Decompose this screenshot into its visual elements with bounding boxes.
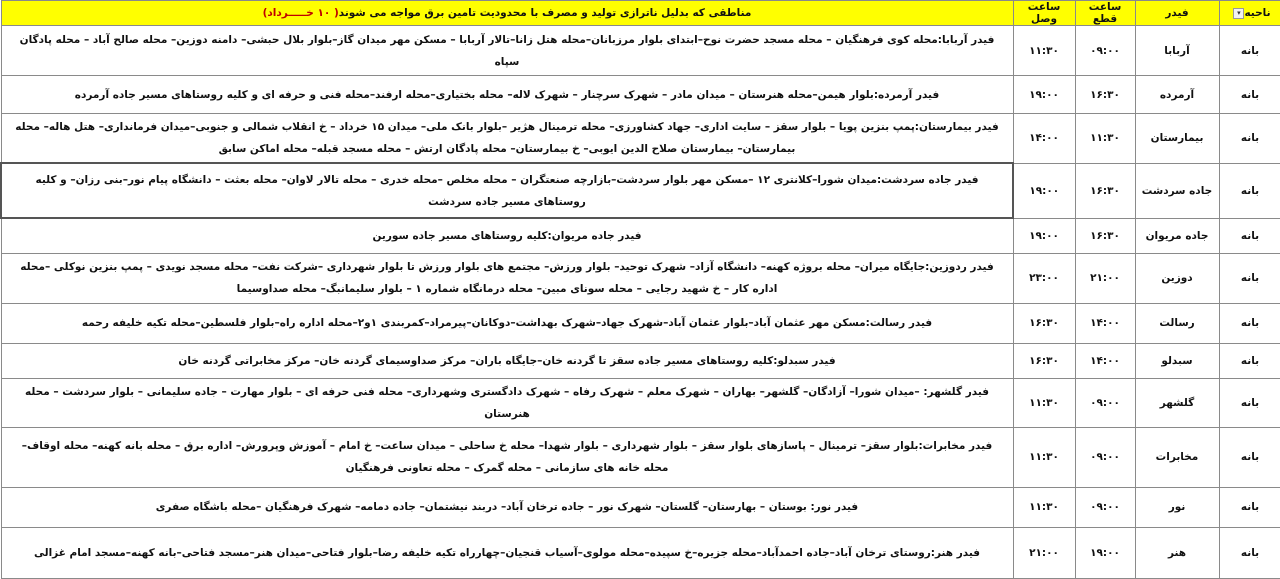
- header-region-label: ناحیه: [1244, 7, 1271, 19]
- cell-areas: فیدر سبدلو:کلیه روستاهای مسیر جاده سقز تا گردنه خان–جایگاه باران– مرکز صداوسیمای گردنه خان– مرکز مخابراتی گردنه خان: [1, 343, 1013, 378]
- cell-feeder: نور: [1135, 487, 1219, 527]
- cell-connect-time: ۱۱:۳۰: [1013, 487, 1075, 527]
- table-row: [1, 26, 1280, 76]
- cell-region: بانه: [1219, 527, 1280, 578]
- header-areas-title: مناطقی که بدلیل ناترازی تولید و مصرف با محدودیت تامین برق مواجه می شوند: [338, 7, 752, 19]
- cell-cut-time: ۰۹:۰۰: [1075, 427, 1135, 487]
- cell-feeder: بیمارستان: [1135, 114, 1219, 164]
- cell-cut-time: ۱۴:۰۰: [1075, 303, 1135, 343]
- cell-areas: فیدر جاده مریوان:کلیه روستاهای مسیر جاده سورین: [1, 218, 1013, 253]
- cell-areas: فیدر آربابا:محله کوی فرهنگیان – محله مسجد حضرت نوح–ابتدای بلوار مرزبانان–محله هتل زانا–تالار آربابا – مسکن مهر میدان گاز–بلوار بلال حبشی– دامنه دوزین– محله صالح آباد – محله پادگان سپاه: [1, 26, 1013, 76]
- header-cut-time: ساعت قطع: [1075, 1, 1135, 26]
- table-row: [1, 527, 1280, 578]
- cell-connect-time: ۲۱:۰۰: [1013, 527, 1075, 578]
- header-feeder: فیدر: [1135, 1, 1219, 26]
- cell-connect-time: ۱۴:۰۰: [1013, 114, 1075, 164]
- cell-cut-time: ۱۶:۳۰: [1075, 218, 1135, 253]
- table-row: [1, 343, 1280, 378]
- cell-feeder: آربابا: [1135, 26, 1219, 76]
- cell-cut-time: ۰۹:۰۰: [1075, 378, 1135, 427]
- cell-connect-time: ۲۳:۰۰: [1013, 253, 1075, 303]
- cell-areas: فیدر بیمارستان:پمپ بنزین پویا – بلوار سقز – سایت اداری– جهاد کشاورزی– محله ترمینال هژیر –بلوار بانک ملی– میدان ۱۵ خرداد – خ انقلاب شمالی و جنوبی–میدان فرمانداری– هتل هاله– محله بیمارستان– بیمارستان صلاح الدین ایوبی– خ بیمارستان– محله پادگان ارتش – محله مسجد قبله– محله اماکن سابق: [1, 114, 1013, 164]
- cell-areas: فیدر گلشهر: –میدان شورا– آزادگان– گلشهر– بهاران – شهرک معلم – شهرک رفاه – شهرک دادگستری وشهرداری– محله فنی حرفه ای – بلوار مهارت – جاده سلیمانی – بلوار سردشت – محله هنرستان: [1, 378, 1013, 427]
- cell-areas: فیدر رسالت:مسکن مهر عثمان آباد–بلوار عثمان آباد–شهرک جهاد–شهرک بهداشت–دوکانان–پیرمراد–کمربندی ۱و۲–محله اداره راه–بلوار فلسطین–محله تکیه خلیفه رحمه: [1, 303, 1013, 343]
- header-areas-date: ( ۱۰ خـــــرداد): [262, 7, 339, 19]
- header-areas: [1, 1, 1013, 26]
- cell-region: بانه: [1219, 487, 1280, 527]
- cell-cut-time: ۱۶:۳۰: [1075, 163, 1135, 218]
- cell-region: بانه: [1219, 253, 1280, 303]
- cell-feeder: جاده سردشت: [1135, 163, 1219, 218]
- cell-areas: فیدر آرمرده:بلوار هیمن–محله هنرستان – میدان مادر – شهرک سرچنار – شهرک لاله– محله بختیاری–محله ارفند–محله فنی و حرفه ای و کلیه روستاهای مسیر جاده آرمرده: [1, 76, 1013, 114]
- cell-region: بانه: [1219, 303, 1280, 343]
- cell-connect-time: ۱۹:۰۰: [1013, 76, 1075, 114]
- cell-areas-selected[interactable]: فیدر جاده سردشت:میدان شورا–کلانتری ۱۲ –مسکن مهر بلوار سردشت–بازارچه صنعتگران – محله مخلص –محله خدری – محله تالار لاوان– محله بعثت – دانشگاه پیام نور–بنی رزان– و کلیه روستاهای مسیر جاده سردشت: [1, 163, 1013, 218]
- cell-feeder: سبدلو: [1135, 343, 1219, 378]
- cell-cut-time: ۱۶:۳۰: [1075, 76, 1135, 114]
- header-region[interactable]: [1219, 1, 1280, 26]
- table-row: [1, 427, 1280, 487]
- table-row: [1, 487, 1280, 527]
- cell-cut-time: ۱۴:۰۰: [1075, 343, 1135, 378]
- cell-areas: فیدر ردوزین:جایگاه میران– محله بروژه کهنه– دانشگاه آزاد– شهرک توحید– بلوار ورزش– مجتمع های بلوار ورزش تا بلوار شهرداری –شرکت نفت– محله مسجد نویدی – پمپ بنزین نوکلی –محله اداره کار – خ شهید رجایی – محله سونای مبین– محله درمانگاه شماره ۱ – بلوار سلیمانبگ– محله صداوسیما: [1, 253, 1013, 303]
- table-row: [1, 378, 1280, 427]
- table-row: [1, 114, 1280, 164]
- cell-areas: فیدر هنر:روستای ترخان آباد–جاده احمدآباد–محله جزیره–خ سپیده–محله مولوی–آسیاب قنجیان–چهارراه تکیه خلیفه رضا–بلوار فتاحی–میدان هنر–مسجد فتاحی–بانه کهنه–مسجد امام غزالی: [1, 527, 1013, 578]
- cell-connect-time: ۱۱:۳۰: [1013, 26, 1075, 76]
- cell-connect-time: ۱۶:۳۰: [1013, 303, 1075, 343]
- cell-region: بانه: [1219, 427, 1280, 487]
- cell-feeder: جاده مریوان: [1135, 218, 1219, 253]
- cell-feeder: آرمرده: [1135, 76, 1219, 114]
- table-row: [1, 163, 1280, 218]
- cell-cut-time: ۲۱:۰۰: [1075, 253, 1135, 303]
- cell-region: بانه: [1219, 76, 1280, 114]
- table-row: [1, 218, 1280, 253]
- table-header-row: [1, 1, 1280, 26]
- cell-feeder: دوزین: [1135, 253, 1219, 303]
- cell-region: بانه: [1219, 163, 1280, 218]
- cell-feeder: گلشهر: [1135, 378, 1219, 427]
- cell-region: بانه: [1219, 343, 1280, 378]
- cell-feeder: رسالت: [1135, 303, 1219, 343]
- cell-region: بانه: [1219, 378, 1280, 427]
- table-row: [1, 303, 1280, 343]
- cell-connect-time: ۱۶:۳۰: [1013, 343, 1075, 378]
- filter-dropdown-icon[interactable]: ▾: [1233, 8, 1244, 19]
- cell-feeder: مخابرات: [1135, 427, 1219, 487]
- table-row: [1, 76, 1280, 114]
- cell-cut-time: ۰۹:۰۰: [1075, 26, 1135, 76]
- cell-cut-time: ۰۹:۰۰: [1075, 487, 1135, 527]
- table-row: [1, 253, 1280, 303]
- cell-areas: فیدر نور: بوستان – بهارستان– گلستان– شهرک نور – جاده ترخان آباد– دربند نیشتمان– جاده دمامه– شهرک فرهنگیان –محله باشگاه صفری: [1, 487, 1013, 527]
- cell-connect-time: ۱۹:۰۰: [1013, 163, 1075, 218]
- cell-region: بانه: [1219, 114, 1280, 164]
- cell-feeder: هنر: [1135, 527, 1219, 578]
- cell-areas: فیدر مخابرات:بلوار سقز– ترمینال – پاسازهای بلوار سقز – بلوار شهرداری – بلوار شهدا– محله خ ساحلی – میدان ساعت– خ امام – آموزش وپرورش– اداره برق – محله بانه کهنه– محله اوقاف– محله خانه های سازمانی – محله گمرک – محله تعاونی فرهنگیان: [1, 427, 1013, 487]
- header-connect-time: ساعت وصل: [1013, 1, 1075, 26]
- cell-region: بانه: [1219, 26, 1280, 76]
- cell-cut-time: ۱۹:۰۰: [1075, 527, 1135, 578]
- cell-connect-time: ۱۹:۰۰: [1013, 218, 1075, 253]
- cell-cut-time: ۱۱:۳۰: [1075, 114, 1135, 164]
- cell-connect-time: ۱۱:۳۰: [1013, 427, 1075, 487]
- cell-connect-time: ۱۱:۳۰: [1013, 378, 1075, 427]
- cell-region: بانه: [1219, 218, 1280, 253]
